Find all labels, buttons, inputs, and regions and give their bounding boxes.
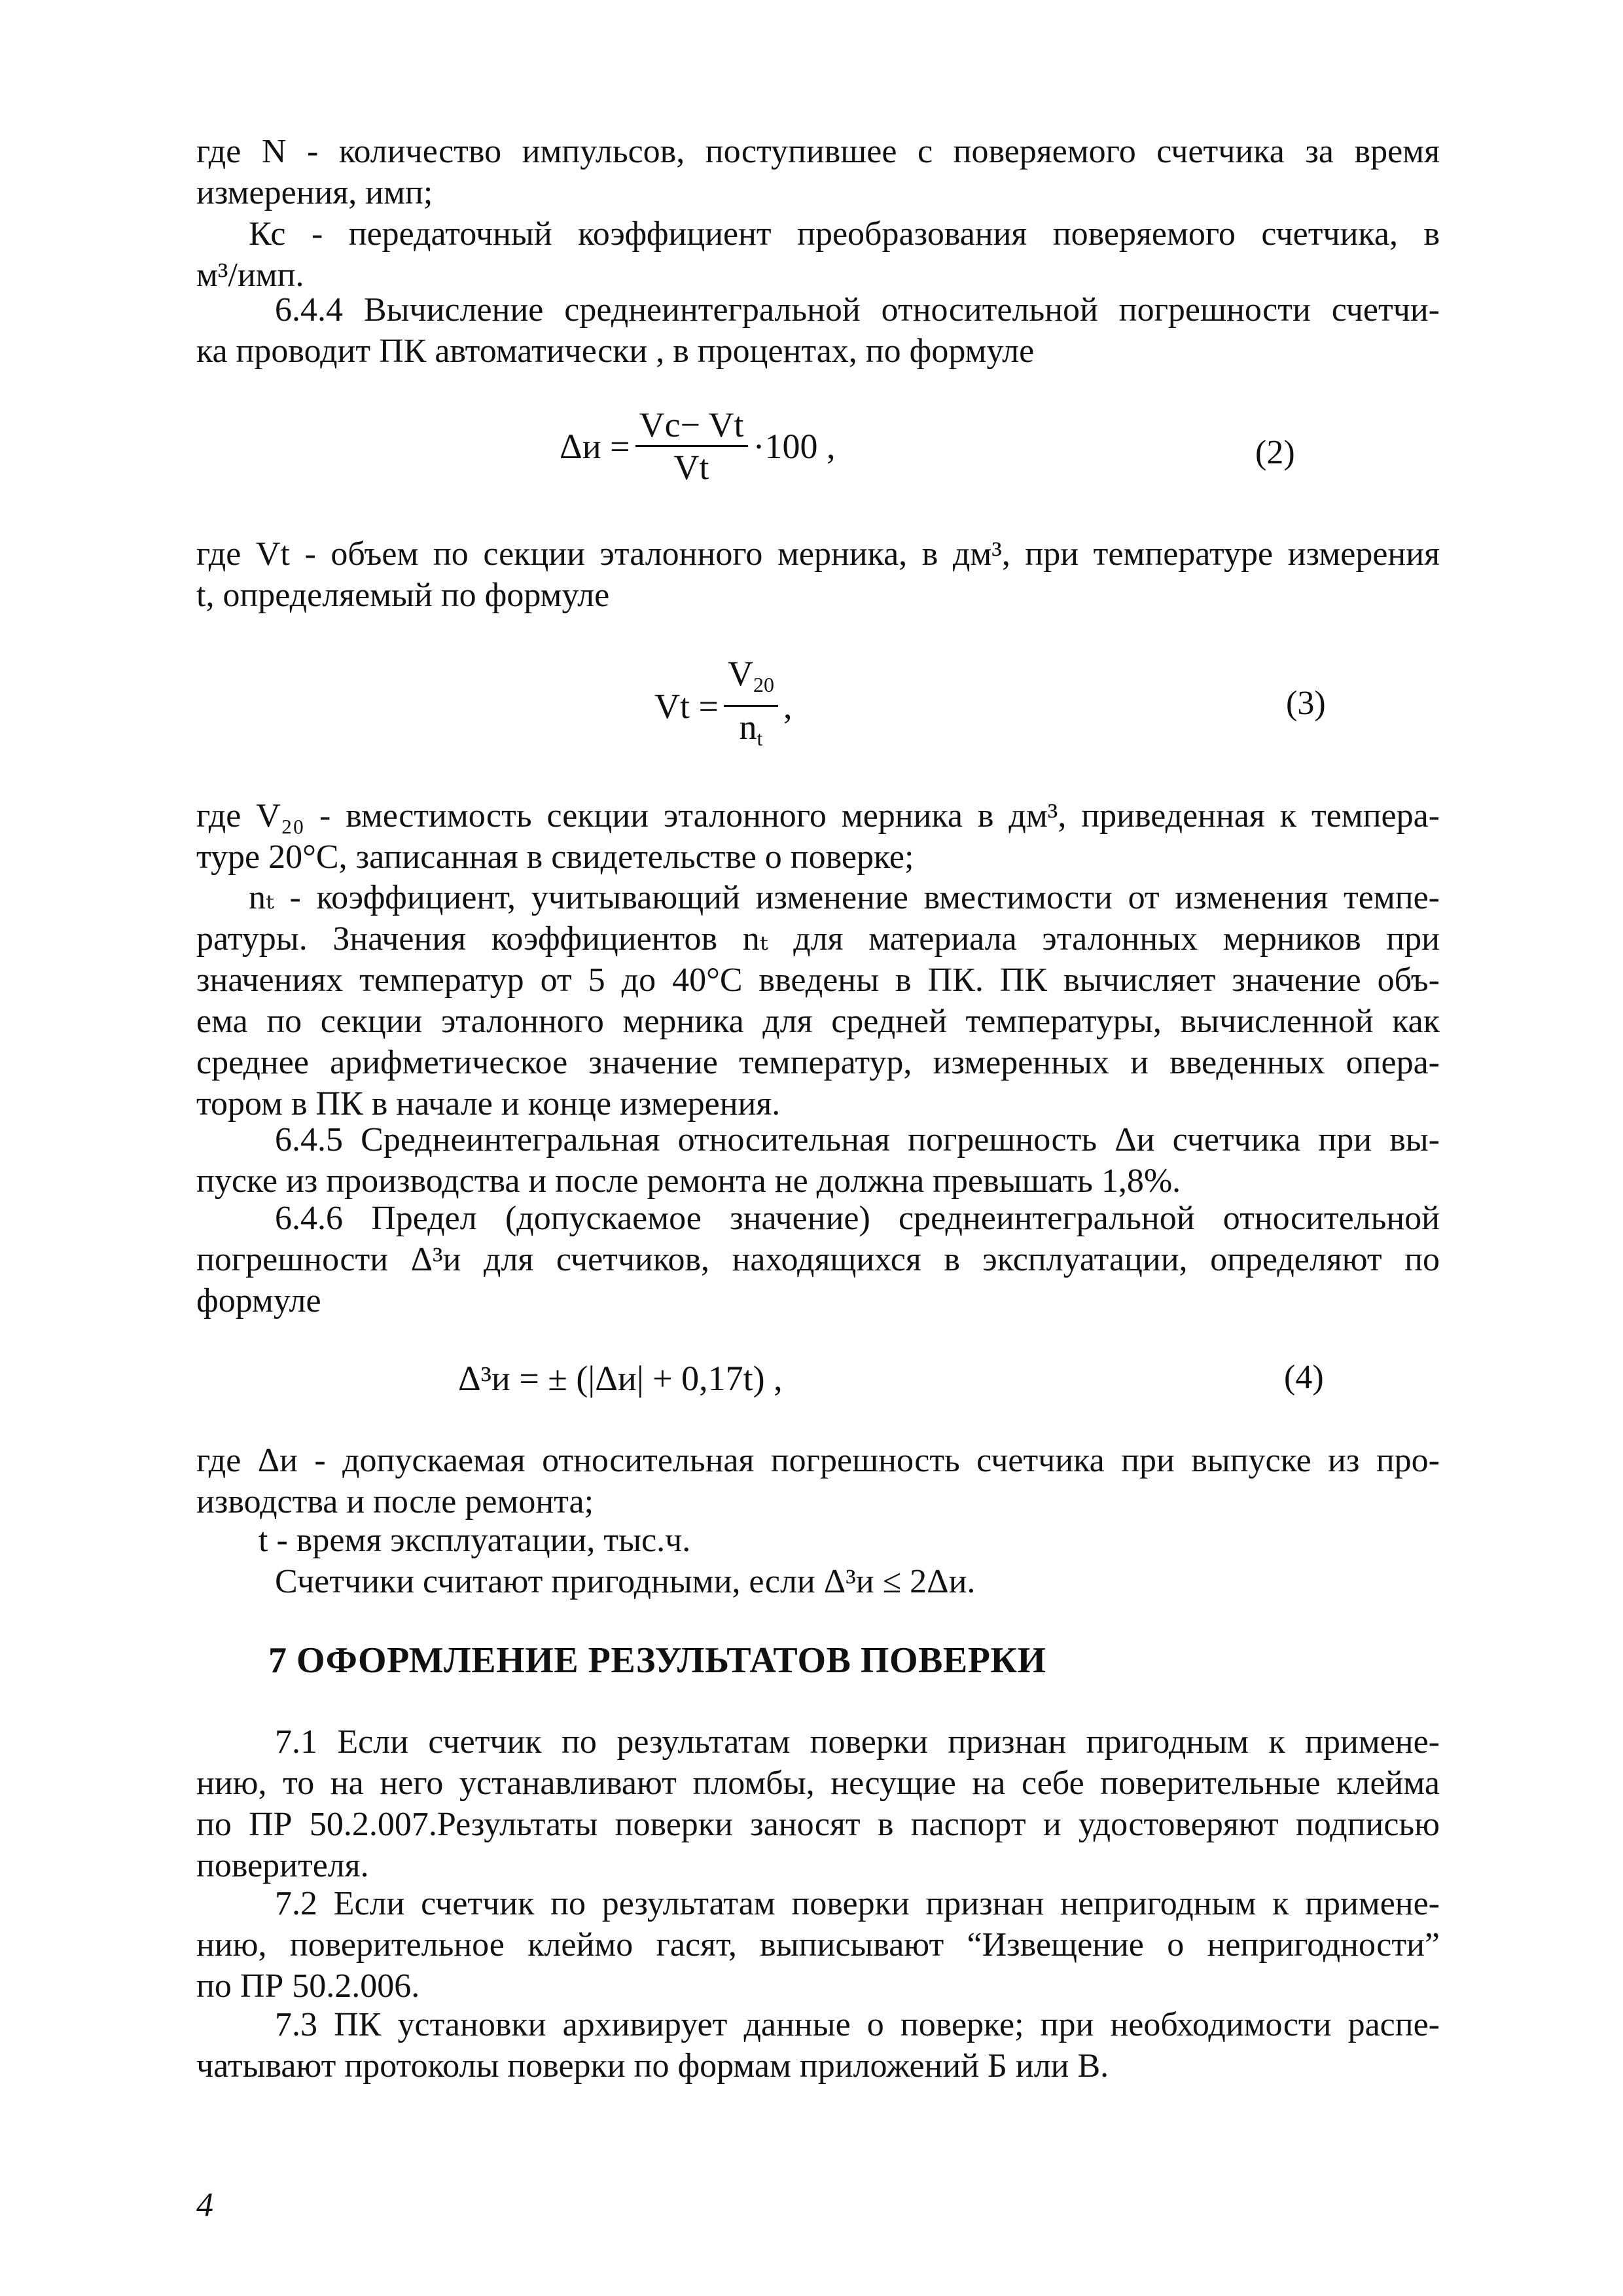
equation-number: (4)	[1284, 1359, 1324, 1396]
text-line: среднее арифметическое значение температур, измеренных и введенных опера-	[196, 1044, 1440, 1081]
paragraph-7-1	[196, 1721, 1440, 1886]
section-heading: 7 ОФОРМЛЕНИЕ РЕЗУЛЬТАТОВ ПОВЕРКИ	[268, 1640, 1046, 1681]
denominator-subscript: t	[757, 726, 763, 750]
text-line: 7.3 ПК установки архивирует данные о поверке; при необходимости распе-	[275, 2006, 1440, 2043]
paragraph-t-definition	[196, 1520, 1440, 1561]
formula-tail: ·100 ,	[753, 426, 836, 466]
text-line: изводства и после ремонта;	[196, 1483, 594, 1520]
text-line: пуске из производства и после ремонта не должна превышать 1,8%.	[196, 1162, 1181, 1200]
paragraph-6-4-5	[196, 1119, 1440, 1202]
text-line: 6.4.4 Вычисление среднеинтегральной относительной погрешности счетчи-	[275, 291, 1440, 329]
text-line: погрешности Δ³и для счетчиков, находящихся в эксплуатации, определяют по	[196, 1241, 1440, 1278]
text-line: где N - количество импульсов, поступившее с поверяемого счетчика за время	[196, 133, 1440, 170]
paragraph-suitability	[196, 1561, 1440, 1602]
paragraph-delta-definition	[196, 1440, 1440, 1522]
text-line: 7.2 Если счетчик по результатам поверки признан непригодным к примене-	[275, 1885, 1440, 1922]
formula-4: Δ³и = ± (|Δи| + 0,17t) ,	[458, 1359, 783, 1398]
text-line: 7.1 Если счетчик по результатам поверки признан пригодным к примене-	[275, 1723, 1440, 1761]
text-line: 6.4.6 Предел (допускаемое значение) среднеинтегральной относительной	[275, 1200, 1440, 1237]
text-line: t, определяемый по формуле	[196, 577, 610, 614]
paragraph-vt-definition	[196, 533, 1440, 616]
text-line: nₜ - коэффициент, учитывающий изменение вместимости от изменения темпе-	[249, 879, 1440, 916]
formula-tail: ,	[783, 686, 793, 726]
text-line: t - время эксплуатации, тыс.ч.	[259, 1522, 691, 1559]
text-line: ка проводит ПК автоматически , в процентах, по формуле	[196, 332, 1035, 370]
text-line: ема по секции эталонного мерника для средней температуры, вычисленной как	[196, 1003, 1440, 1040]
text-line: где V₂₀ - вместимость секции эталонного мерника в дм³, приведенная к темпера-	[196, 797, 1440, 834]
numerator-subscript: 20	[753, 673, 774, 696]
text-line: тором в ПК в начале и конце измерения.	[196, 1085, 781, 1122]
text-line: чатывают протоколы поверки по формам приложений Б или В.	[196, 2047, 1109, 2085]
paragraph-7-3	[196, 2004, 1440, 2087]
text-line: нию, то на него устанавливают пломбы, несущие на себе поверительные клейма	[196, 1765, 1440, 1802]
fraction-denominator	[736, 707, 767, 757]
fraction-denominator: Vt	[673, 448, 709, 487]
formula-2	[560, 406, 836, 486]
text-line: ратуры. Значения коэффициентов nₜ для материала эталонных мерников при	[196, 920, 1440, 958]
formula-lhs: Δи =	[560, 426, 630, 466]
text-line: Кс - передаточный коэффициент преобразования поверяемого счетчика, в	[249, 215, 1440, 253]
formula-fraction	[724, 655, 778, 757]
text-line: Счетчики считают пригодными, если Δ³и ≤ 2Δи.	[275, 1563, 976, 1600]
text-line: измерения, имп;	[196, 174, 433, 211]
formula-lhs: Vt =	[654, 686, 719, 726]
text-line: 6.4.5 Среднеинтегральная относительная погрешность Δи счетчика при вы-	[275, 1121, 1440, 1158]
numerator-symbol: V	[727, 654, 753, 693]
text-line: нию, поверительное клеймо гасят, выписывают “Извещение о непригодности”	[196, 1926, 1440, 1964]
text-line: формуле	[196, 1282, 321, 1319]
paragraph-7-2	[196, 1883, 1440, 2007]
paragraph-6-4-6	[196, 1198, 1440, 1321]
text-line: где Δи - допускаемая относительная погрешность счетчика при выпуске из про-	[196, 1442, 1440, 1479]
paragraph-nt-definition	[196, 877, 1440, 1124]
denominator-symbol: n	[739, 708, 757, 747]
text-line: м³/имп.	[196, 257, 304, 294]
paragraph-kc-definition	[196, 213, 1440, 296]
equation-number: (2)	[1255, 434, 1295, 471]
text-line: по ПР 50.2.007.Результаты поверки заносят в паспорт и удостоверяют подписью	[196, 1806, 1440, 1843]
equation-number: (3)	[1286, 685, 1326, 722]
fraction-numerator	[724, 655, 778, 707]
paragraph-v20-definition	[196, 795, 1440, 878]
text-line: туре 20°С, записанная в свидетельстве о поверке;	[196, 838, 914, 876]
text-line: значениях температур от 5 до 40°С введены в ПК. ПК вычисляет значение объ-	[196, 961, 1440, 999]
text-line: поверителя.	[196, 1847, 369, 1884]
text-line: по ПР 50.2.006.	[196, 1967, 420, 2005]
formula-fraction	[635, 406, 748, 486]
formula-3	[654, 655, 792, 757]
page-number: 4	[196, 2187, 213, 2224]
text-line: где Vt - объем по секции эталонного мерника, в дм³, при температуре измерения	[196, 535, 1440, 573]
fraction-numerator: Vc− Vt	[635, 406, 748, 447]
paragraph-n-definition	[196, 131, 1440, 213]
paragraph-6-4-4	[196, 289, 1440, 372]
